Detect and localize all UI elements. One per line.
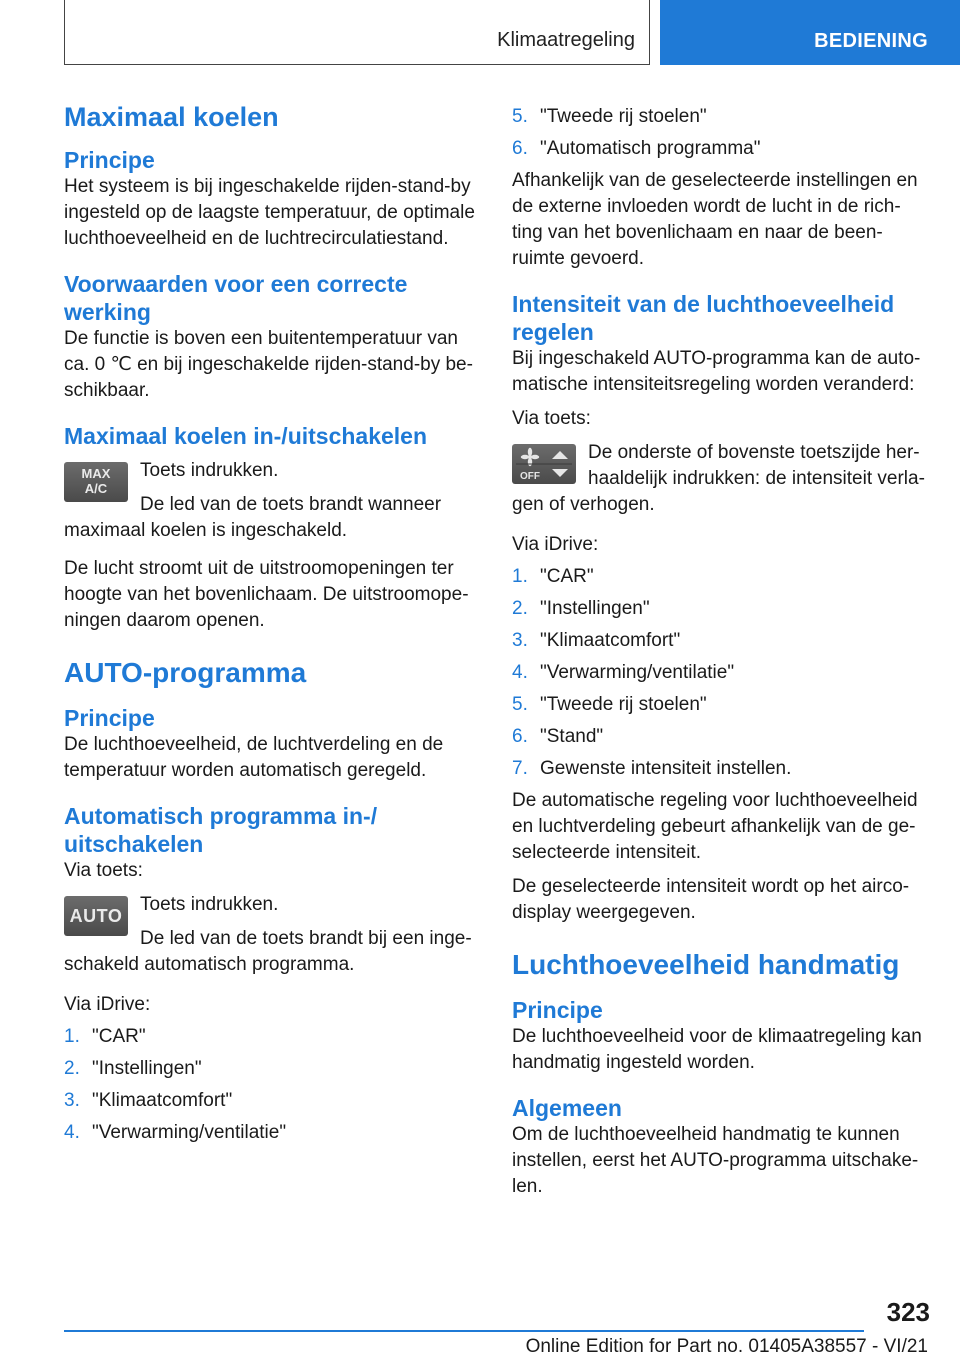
- header-section-box: [64, 0, 650, 65]
- max-ac-icon-line2: A/C: [84, 481, 108, 496]
- max-ac-button-icon: [64, 462, 128, 502]
- fan-icon: [512, 444, 576, 484]
- header-chapter-tab: [660, 0, 960, 65]
- list-item: [512, 136, 926, 162]
- heading-intensiteit: Intensiteit van de luchthoeveelheid regelen: [512, 291, 895, 345]
- list-text: "Tweede rij stoelen": [540, 694, 707, 715]
- list-text: Gewenste intensiteit instellen.: [540, 758, 792, 779]
- text-automatische-regeling: De automatische regeling voor luchthoeveelheid en luchtverdeling gebeurt afhankelijk van de ge-selecteerde intensiteit.: [512, 790, 918, 863]
- list-number: 3.: [512, 630, 528, 651]
- text-via-toets-right: Via toets:: [512, 408, 591, 429]
- list-text: "Klimaatcomfort": [540, 630, 681, 651]
- auto-instruction: [64, 892, 478, 978]
- list-number: 5.: [512, 106, 528, 127]
- heading-principe-2: Principe: [64, 705, 155, 731]
- list-number: 1.: [512, 566, 528, 587]
- idrive-steps-left: [64, 1024, 478, 1146]
- text-afhankelijk: Afhankelijk van de geselecteerde instellingen en de externe invloeden wordt de lucht in de rich-ting van het bovenlichaam en naar de been-ruimte gevoerd.: [512, 170, 918, 269]
- auto-icon-label: AUTO: [69, 906, 123, 926]
- list-text: "CAR": [540, 566, 594, 587]
- text-toets-indrukken-1: Toets indrukken.: [140, 460, 279, 481]
- heading-auto-inuit: Automatisch programma in-/ uitschakelen: [64, 803, 378, 857]
- list-text: "Stand": [540, 726, 604, 747]
- max-ac-icon-line1: MAX: [81, 466, 111, 481]
- list-text: "CAR": [92, 1026, 146, 1047]
- list-text: "Instellingen": [540, 598, 650, 619]
- list-item: [512, 756, 926, 782]
- heading-maximaal-inuit: Maximaal koelen in-/uitschakelen: [64, 423, 428, 449]
- list-text: "Klimaatcomfort": [92, 1090, 233, 1111]
- text-intensiteit: Bij ingeschakeld AUTO-programma kan de auto-matische intensiteitsregeling worden veranderd:: [512, 348, 921, 395]
- heading-algemeen: Algemeen: [512, 1095, 622, 1121]
- fan-rocker-button-icon: [512, 444, 576, 484]
- footer-divider: [64, 1330, 864, 1332]
- heading-maximaal-koelen: Maximaal koelen: [64, 102, 279, 132]
- text-principe-1: Het systeem is bij ingeschakelde rijden-stand-by ingesteld op de laagste temperatuur, de optimale luchthoeveelheid en de luchtrecirculatiestand.: [64, 176, 475, 249]
- list-text: "Instellingen": [92, 1058, 202, 1079]
- text-algemeen: Om de luchthoeveelheid handmatig te kunnen instellen, eerst het AUTO-programma uitschake-len.: [512, 1124, 919, 1197]
- list-item: [512, 724, 926, 750]
- list-item: [512, 628, 926, 654]
- list-number: 2.: [64, 1058, 80, 1079]
- list-item: [64, 1024, 478, 1050]
- list-item: [512, 660, 926, 686]
- text-principe-3: De luchthoeveelheid voor de klimaatregeling kan handmatig ingesteld worden.: [512, 1026, 922, 1073]
- header-chapter-title: BEDIENING: [814, 30, 928, 52]
- list-item: [64, 1088, 478, 1114]
- list-text: "Verwarming/ventilatie": [540, 662, 735, 683]
- list-number: 2.: [512, 598, 528, 619]
- list-item: [64, 1120, 478, 1146]
- list-item: [512, 564, 926, 590]
- idrive-steps-continued: [512, 104, 926, 162]
- text-voorwaarden: De functie is boven een buitentemperatuur van ca. 0 ℃ en bij ingeschakelde rijden-stand-by be-schikbaar.: [64, 328, 473, 401]
- footer-edition: Online Edition for Part no. 01405A38557 - VI/21: [525, 1336, 928, 1357]
- list-number: 5.: [512, 694, 528, 715]
- fan-instruction: [512, 440, 926, 518]
- text-via-idrive-left: Via iDrive:: [64, 994, 151, 1015]
- text-toets-indrukken-2: Toets indrukken.: [140, 894, 279, 915]
- header-section-title: Klimaatregeling: [497, 29, 635, 51]
- heading-auto-programma: AUTO-programma: [64, 657, 307, 688]
- list-text: "Verwarming/ventilatie": [92, 1122, 287, 1143]
- list-text: "Automatisch programma": [540, 138, 761, 159]
- list-number: 1.: [64, 1026, 80, 1047]
- list-number: 6.: [512, 138, 528, 159]
- fan-icon-off-label: OFF: [520, 471, 540, 482]
- list-item: [512, 692, 926, 718]
- list-text: "Tweede rij stoelen": [540, 106, 707, 127]
- text-via-idrive-right: Via iDrive:: [512, 534, 599, 555]
- list-number: 7.: [512, 758, 528, 779]
- list-item: [512, 104, 926, 130]
- heading-voorwaarden: Voorwaarden voor een correcte werking: [64, 271, 408, 325]
- text-principe-2: De luchthoeveelheid, de luchtverdeling en de temperatuur worden automatisch geregeld.: [64, 734, 444, 781]
- list-item: [512, 596, 926, 622]
- maxac-instruction: [64, 458, 478, 544]
- page-number: 323: [886, 1297, 930, 1327]
- text-led-2: De led van de toets brandt bij een inge-schakeld automatisch programma.: [64, 928, 472, 975]
- list-number: 4.: [64, 1122, 80, 1143]
- heading-principe-1: Principe: [64, 147, 155, 173]
- list-number: 4.: [512, 662, 528, 683]
- heading-principe-3: Principe: [512, 997, 603, 1023]
- list-number: 6.: [512, 726, 528, 747]
- list-number: 3.: [64, 1090, 80, 1111]
- heading-handmatig: Luchthoeveelheid handmatig: [512, 949, 900, 980]
- text-weergegeven: De geselecteerde intensiteit wordt op het airco-display weergegeven.: [512, 876, 910, 923]
- text-via-toets-left: Via toets:: [64, 860, 143, 881]
- auto-button-icon: [64, 896, 128, 936]
- idrive-steps-right: [512, 564, 926, 782]
- text-led-1: De led van de toets brandt wanneer maximaal koelen is ingeschakeld.: [64, 494, 442, 541]
- right-column: [512, 104, 926, 1200]
- list-item: [64, 1056, 478, 1082]
- text-onderste-bovenste: De onderste of bovenste toetszijde her-haaldelijk indrukken: de intensiteit verla-gen of verhogen.: [512, 442, 925, 515]
- text-lucht-stroomt: De lucht stroomt uit de uitstroomopeningen ter hoogte van het bovenlichaam. De uitstroomope-ningen daarom openen.: [64, 558, 469, 631]
- left-column: [64, 100, 478, 1152]
